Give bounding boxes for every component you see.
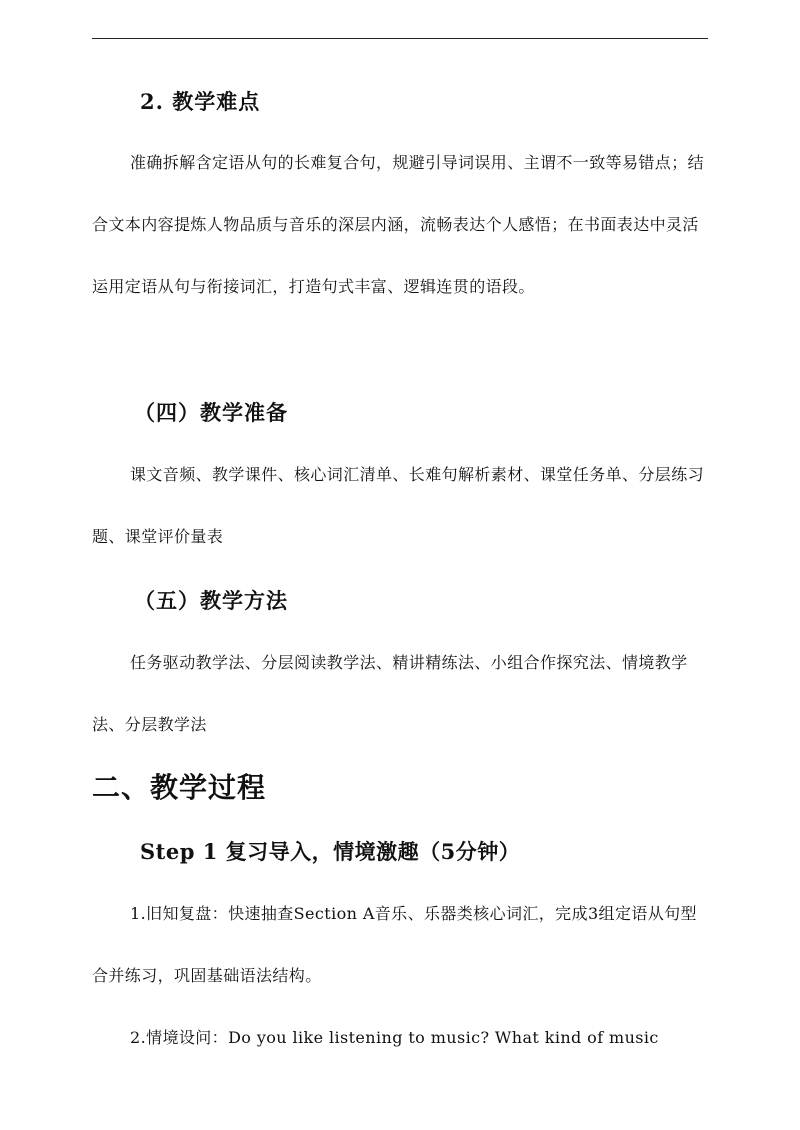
paragraph-difficulty: 准确拆解含定语从句的长难复合句，规避引导词误用、主谓不一致等易错点；结合文本内容提炼人物品质与音乐的深层内涵，流畅表达个人感悟；在书面表达中灵活运用定语从句与衔接词汇，打造句式丰富、逻辑连贯的语段。 xyxy=(92,153,705,296)
section-heading-preparation: （四）教学准备 xyxy=(134,400,288,425)
paragraph-step1-item1: 1.旧知复盘：快速抽查Section A音乐、乐器类核心词汇，完成3组定语从句型合并练习，巩固基础语法结构。 xyxy=(92,904,697,985)
step-heading-1: Step 1 复习导入，情境激趣（5分钟） xyxy=(140,839,521,864)
header-rule xyxy=(92,38,708,39)
paragraph-methods: 任务驱动教学法、分层阅读教学法、精讲精练法、小组合作探究法、情境教学法、分层教学法 xyxy=(92,653,688,734)
paragraph-step1-item2: 2.情境设问：Do you like listening to music? What kind of music xyxy=(130,1028,659,1047)
section-heading-difficulty: 2. 教学难点 xyxy=(140,89,261,114)
section-heading-methods: （五）教学方法 xyxy=(134,588,288,613)
paragraph-preparation: 课文音频、教学课件、核心词汇清单、长难句解析素材、课堂任务单、分层练习题、课堂评价量表 xyxy=(92,465,705,546)
chapter-heading-process: 二、教学过程 xyxy=(92,771,267,804)
